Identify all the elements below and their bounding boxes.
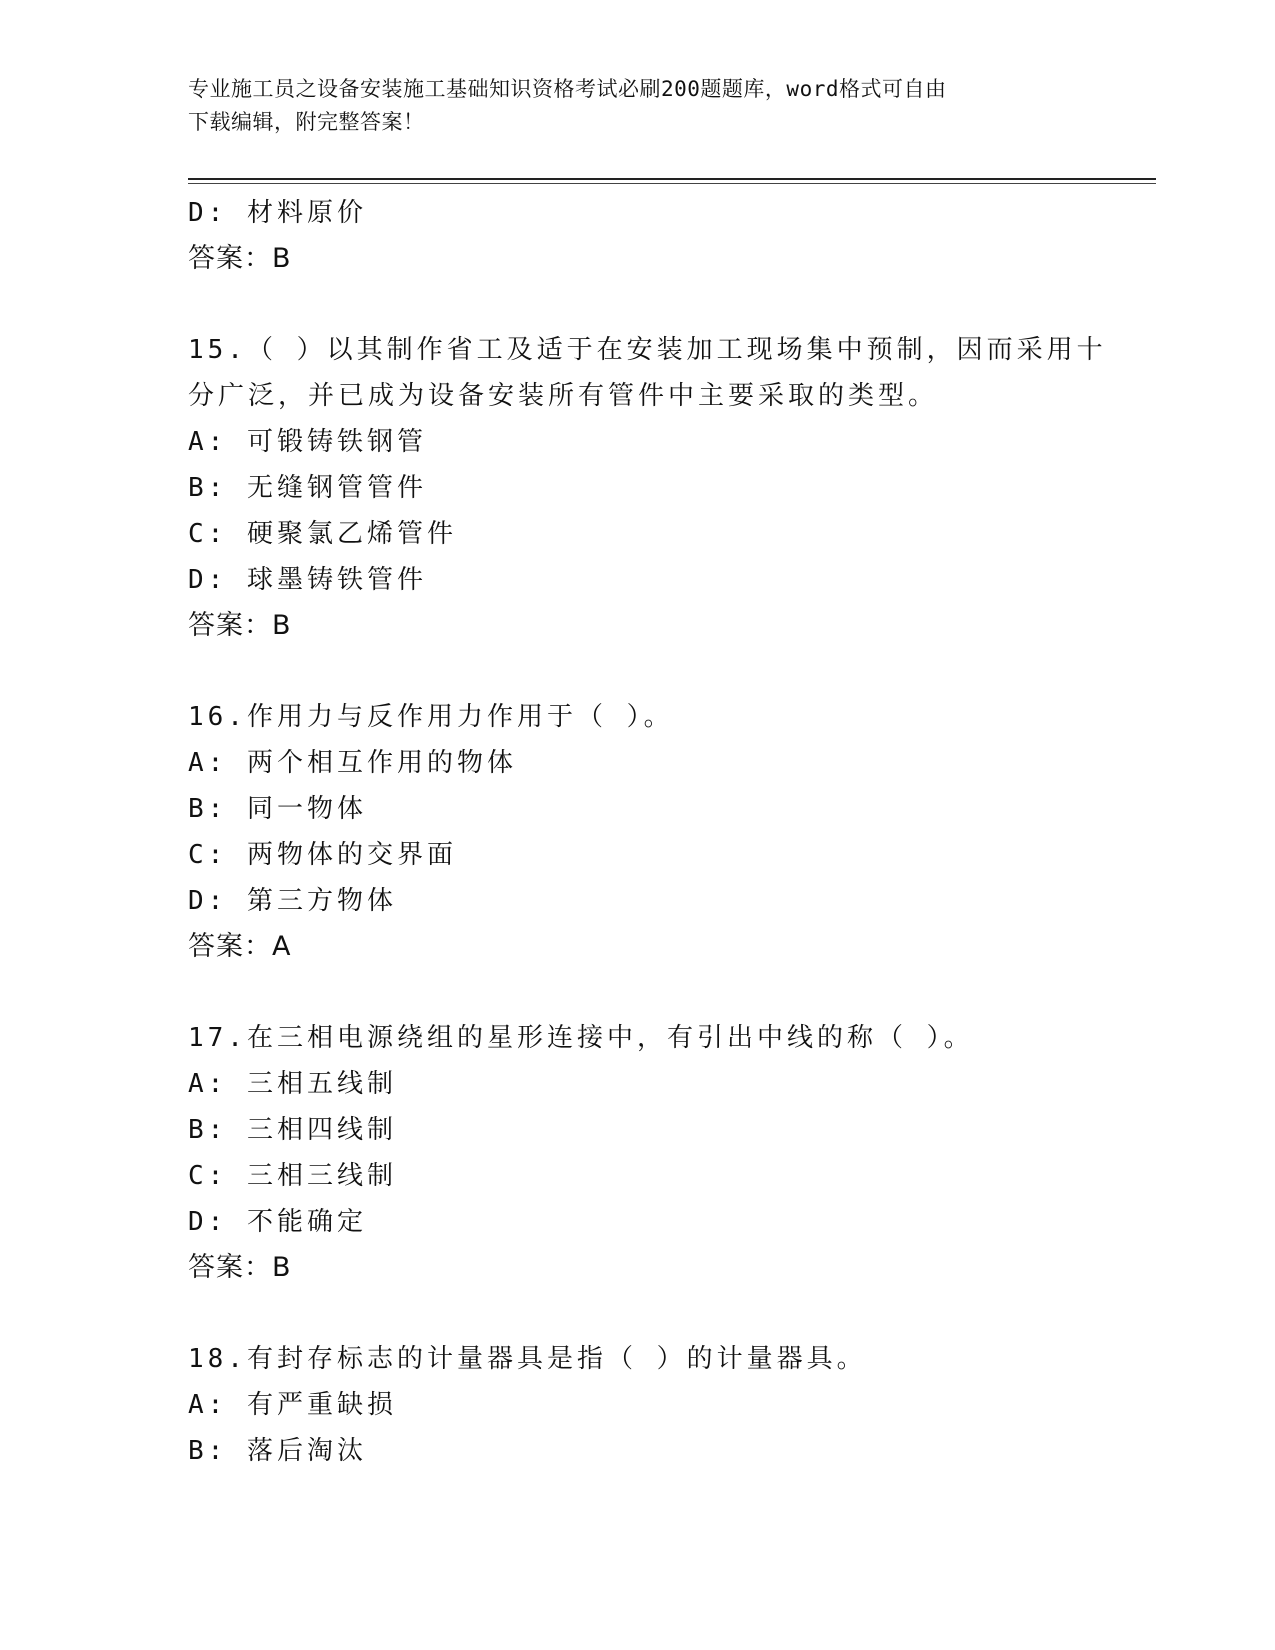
option-b: B: 三相四线制 [188, 1115, 397, 1145]
option-d: D: 不能确定 [188, 1207, 367, 1237]
header-line-1: 专业施工员之设备安装施工基础知识资格考试必刷200题题库，word格式可自由 [188, 77, 947, 101]
option-d: D: 材料原价 [188, 198, 367, 228]
header-divider-thin [188, 183, 1156, 184]
question-stem: 16.作用力与反作用力作用于（ ）。 [188, 702, 674, 732]
question-content [188, 190, 1156, 1474]
document-header [188, 73, 1088, 139]
option-d: D: 第三方物体 [188, 886, 397, 916]
answer-line: 答案：B [188, 243, 292, 274]
question-stem: 18.有封存标志的计量器具是指（ ）的计量器具。 [188, 1344, 867, 1374]
partial-question [188, 190, 1156, 282]
option-a: A: 可锻铸铁钢管 [188, 427, 427, 457]
question-18 [188, 1336, 1156, 1474]
question-stem: 分广泛，并已成为设备安装所有管件中主要采取的类型。 [188, 381, 939, 411]
answer-line: 答案：B [188, 1252, 292, 1283]
option-c: C: 两物体的交界面 [188, 840, 457, 870]
question-stem: 17.在三相电源绕组的星形连接中，有引出中线的称（ ）。 [188, 1023, 974, 1053]
answer-line: 答案：B [188, 610, 292, 641]
option-a: A: 两个相互作用的物体 [188, 748, 517, 778]
option-b: B: 无缝钢管管件 [188, 473, 427, 503]
question-16 [188, 694, 1156, 970]
option-c: C: 三相三线制 [188, 1161, 397, 1191]
option-c: C: 硬聚氯乙烯管件 [188, 519, 457, 549]
question-stem: 15.（ ）以其制作省工及适于在安装加工现场集中预制，因而采用十 [188, 335, 1107, 365]
option-a: A: 有严重缺损 [188, 1390, 397, 1420]
option-d: D: 球墨铸铁管件 [188, 565, 427, 595]
header-divider-thick [188, 178, 1156, 180]
option-b: B: 同一物体 [188, 794, 367, 824]
question-17 [188, 1015, 1156, 1291]
option-b: B: 落后淘汰 [188, 1436, 367, 1466]
option-a: A: 三相五线制 [188, 1069, 397, 1099]
header-line-2: 下载编辑，附完整答案！ [188, 110, 425, 134]
question-15 [188, 327, 1156, 649]
answer-line: 答案：A [188, 931, 292, 962]
